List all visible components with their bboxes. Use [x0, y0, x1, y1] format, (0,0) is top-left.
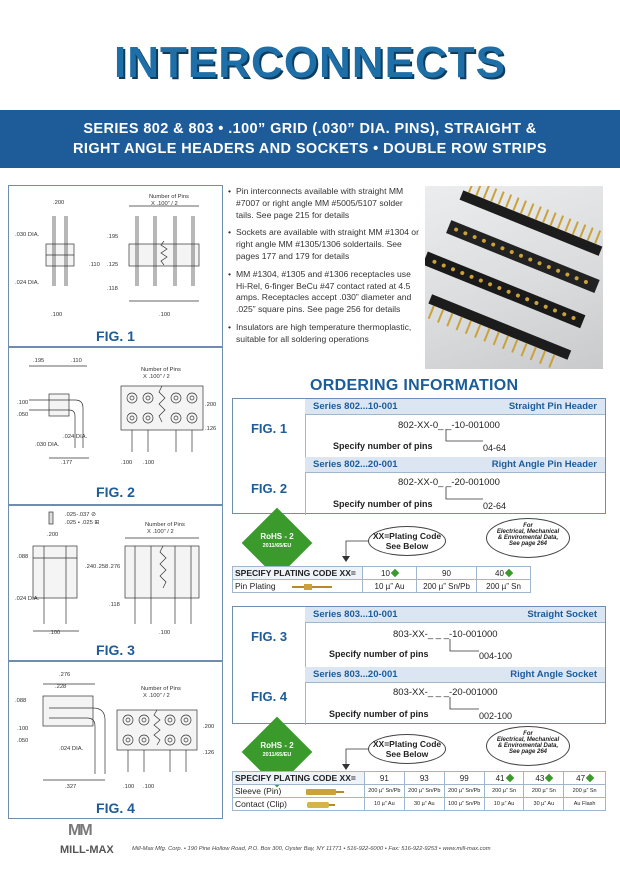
fig4-part-number: 803-XX-_ _ _-20-001000	[393, 687, 498, 698]
fig2-series: Series 802...20-001	[313, 459, 398, 470]
fig1-spec: Specify number of pins	[333, 441, 433, 451]
fig3-dim-118: .118	[109, 602, 120, 608]
fig4-range: 002-100	[479, 711, 513, 721]
env-data-oval-socket	[486, 726, 570, 766]
pin-plating-code	[363, 567, 417, 580]
socket-code	[404, 772, 444, 785]
socket-code	[444, 772, 484, 785]
code-value: 91	[379, 773, 389, 783]
fig2-spec: Specify number of pins	[333, 499, 433, 509]
socket-plating-table-title: SPECIFY PLATING CODE XX=	[233, 772, 365, 785]
code-value: 90	[442, 568, 451, 578]
sleeve-value: 200 µ” Sn	[564, 785, 606, 798]
contact-label: Contact (Clip)	[235, 799, 287, 809]
company-address: Mill-Max Mfg. Corp. • 190 Pine Hollow Road, P.O. Box 300, Oyster Bay, NY 11771 • 516-922-6000 • Fax: 516-922-9253 • www.mill-max.com	[132, 846, 491, 852]
fig4-dim-200: .200	[203, 724, 215, 730]
page-title: INTERCONNECTS	[114, 38, 506, 87]
fig4-pins-note-2: X .100” / 2	[143, 693, 170, 699]
figure-4-drawing	[9, 662, 224, 820]
plating-code-see-below: See Below	[385, 541, 429, 551]
fig2-series-band	[305, 457, 605, 473]
fig2-dim-195: .195	[33, 358, 45, 364]
feature-item: • Insulators are high temperature thermoplastic, suitable for all soldering operations	[228, 322, 420, 346]
rohs-diamond-icon	[505, 569, 513, 577]
fig2-part-number: 802-XX-0_ _-20-001000	[398, 477, 500, 488]
pin-plating-label: Pin Plating	[235, 581, 276, 591]
socket-code	[564, 772, 606, 785]
env-note-line: Electrical, Mechanical	[496, 529, 560, 535]
figure-3-drawing	[9, 506, 224, 662]
socket-code	[364, 772, 404, 785]
rohs-label-socket: RoHS - 2	[260, 741, 294, 750]
socket-code	[484, 772, 524, 785]
fig4-leader-line	[447, 697, 479, 717]
fig4-spec: Specify number of pins	[329, 709, 429, 719]
fig2-dim-024-dia: .024 DIA.	[63, 434, 88, 440]
fig1-pins-note-2: X .100” / 2	[151, 201, 178, 207]
pin-plating-code	[477, 567, 531, 580]
rohs-diamond-icon	[391, 569, 399, 577]
fig3-dim-025-037: .025-.037 ⊘	[65, 512, 96, 518]
series-banner	[0, 110, 620, 168]
fig4-order-label: FIG. 4	[250, 689, 288, 704]
fig2-order-label: FIG. 2	[250, 481, 288, 496]
sleeve-label: Sleeve (Pin)	[235, 786, 282, 796]
rohs-directive-socket: 2011/65/EU	[262, 752, 292, 758]
plating-arrow-socket	[340, 748, 370, 772]
fig2-label: FIG. 2	[96, 484, 135, 500]
sleeve-row	[233, 785, 365, 798]
rohs-diamond-icon	[505, 774, 513, 782]
fig4-dim-228: .228	[55, 684, 67, 690]
feature-item: • Pin interconnects available with straight MM #7007 or right angle MM #5005/5107 solder tails. See page 215 for details	[228, 186, 420, 221]
socket-code	[524, 772, 564, 785]
header-ordering-box	[232, 398, 606, 514]
fig1-part-number: 802-XX-0_ _-10-001000	[398, 420, 500, 431]
feature-item: • Sockets are available with straight MM #1304 or right angle MM #1305/1306 soldertails. See pages 177 and 179 for details	[228, 227, 420, 262]
env-note-line: & Enviromental Data,	[497, 535, 559, 541]
fig4-series-band	[305, 667, 605, 683]
title-band	[0, 0, 620, 110]
fig1-dim-024-dia: .024 DIA.	[15, 280, 40, 286]
env-note-line: For	[523, 731, 533, 737]
contact-value: 10 µ” Au	[484, 798, 524, 811]
figure-3-panel	[8, 505, 223, 661]
plating-code-oval-header	[368, 526, 446, 556]
code-value: 47	[576, 773, 586, 783]
contact-value: 100 µ” Sn/Pb	[444, 798, 484, 811]
fig4-dim-100-a: .100	[123, 784, 135, 790]
fig2-dim-126: .126	[205, 426, 217, 432]
pin-plating-value: 10 µ” Au	[363, 580, 417, 593]
pin-plating-value: 200 µ” Sn/Pb	[417, 580, 477, 593]
fig3-dim-200: .200	[47, 532, 59, 538]
fig2-pins-note-2: X .100” / 2	[143, 374, 170, 380]
socket-plating-table	[232, 771, 606, 811]
fig3-pins-note-1: Number of Pins	[145, 522, 185, 528]
fig1-dim-110: .110	[89, 262, 100, 268]
contact-value: 10 µ” Au	[364, 798, 404, 811]
env-note-line: See page 264	[508, 749, 548, 755]
pin-plating-code	[417, 567, 477, 580]
fig1-dim-200: .200	[53, 200, 65, 206]
fig1-dim-030-dia: .030 DIA.	[15, 232, 40, 238]
fig4-dim-088: .088	[15, 698, 27, 704]
pin-plating-row	[233, 580, 363, 593]
fig1-dim-125: .125	[107, 262, 119, 268]
fig2-dim-030-dia: .030 DIA.	[35, 442, 60, 448]
contact-value: 30 µ” Au	[404, 798, 444, 811]
code-value: 99	[459, 773, 469, 783]
code-value: 41	[495, 773, 505, 783]
fig3-dim-100-a: .100	[49, 630, 61, 636]
plating-arrow-header	[340, 540, 370, 564]
sleeve-value: 200 µ” Sn/Pb	[364, 785, 404, 798]
env-note-line: See page 264	[508, 541, 548, 547]
fig3-dim-240: .240	[85, 564, 97, 570]
fig2-leader-line	[443, 487, 483, 509]
rohs-directive-header: 2011/65/EU	[262, 543, 292, 549]
fig3-leader-line	[447, 639, 479, 659]
fig2-type: Right Angle Pin Header	[491, 459, 597, 470]
plating-code-note: XX=Plating Code	[372, 739, 442, 749]
fig1-type: Straight Pin Header	[508, 401, 597, 412]
fig1-pins-note-1: Number of Pins	[149, 194, 189, 200]
sleeve-icon	[304, 788, 344, 796]
fig3-pins-note-2: X .100” / 2	[147, 529, 174, 535]
product-photo	[425, 186, 603, 369]
pin-plating-value: 200 µ” Sn	[477, 580, 531, 593]
figure-4-panel	[8, 661, 223, 819]
fig3-label: FIG. 3	[96, 642, 135, 658]
rohs-diamond-icon	[545, 774, 553, 782]
sleeve-value: 200 µ” Sn/Pb	[444, 785, 484, 798]
fig3-dim-100-b: .100	[159, 630, 171, 636]
fig3-dim-276: .276	[109, 564, 121, 570]
fig4-series: Series 803...20-001	[313, 669, 398, 680]
fig2-dim-110: .110	[71, 358, 82, 364]
figure-2-drawing	[9, 348, 224, 506]
product-photo-illustration	[425, 186, 603, 369]
company-logo-mark: MM	[68, 822, 91, 839]
sleeve-value: 200 µ” Sn	[524, 785, 564, 798]
fig3-dim-025-025: .025 • .025 ⊞	[65, 520, 100, 526]
code-value: 10	[381, 568, 390, 578]
env-note-line: & Enviromental Data,	[497, 743, 559, 749]
code-value: 93	[419, 773, 429, 783]
fig3-dim-024-dia: .024 DIA.	[15, 596, 40, 602]
fig2-dim-050: .050	[17, 412, 29, 418]
fig3-dim-088: .088	[17, 554, 29, 560]
fig4-dim-050: .050	[17, 738, 29, 744]
fig2-dim-100: .100	[17, 400, 29, 406]
fig1-series-band	[305, 399, 605, 415]
plating-code-oval-socket	[368, 734, 446, 764]
company-logo: MILL-MAX	[60, 844, 114, 856]
fig2-dim-177: .177	[61, 460, 73, 466]
sleeve-value: 200 µ” Sn	[484, 785, 524, 798]
pin-plating-table	[232, 566, 606, 593]
table-spacer	[531, 580, 606, 593]
fig4-pins-note-1: Number of Pins	[141, 686, 181, 692]
table-spacer	[531, 567, 606, 580]
fig3-series: Series 803...10-001	[313, 609, 398, 620]
feature-item: • MM #1304, #1305 and #1306 receptacles use Hi-Rel, 6-finger BeCu #47 contact rated at 4.5 amps. Receptacles accept .030” diameter and .025” square pins. See page 256 for details	[228, 269, 420, 316]
fig1-dim-118: .118	[107, 286, 118, 292]
fig3-part-number: 803-XX-_ _ _-10-001000	[393, 629, 498, 640]
series-banner-line-2: RIGHT ANGLE HEADERS AND SOCKETS • DOUBLE ROW STRIPS	[73, 141, 547, 157]
code-value: 43	[535, 773, 545, 783]
fig3-order-label: FIG. 3	[250, 629, 288, 644]
feature-list	[228, 186, 420, 352]
fig4-type: Right Angle Socket	[510, 669, 597, 680]
fig3-dim-258: .258	[97, 564, 109, 570]
contact-value: Au Flash	[564, 798, 606, 811]
env-note-line: For	[523, 523, 533, 529]
fig2-dim-100-b: .100	[143, 460, 155, 466]
env-note-line: Electrical, Mechanical	[496, 737, 560, 743]
fig3-range: 004-100	[479, 651, 513, 661]
fig1-dim-100-a: .100	[51, 312, 63, 318]
fig2-pins-note-1: Number of Pins	[141, 367, 181, 373]
ordering-title: ORDERING INFORMATION	[310, 377, 519, 394]
fig4-dim-276: .276	[59, 672, 71, 678]
sleeve-value: 200 µ” Sn/Pb	[404, 785, 444, 798]
figure-1-panel	[8, 185, 223, 347]
fig4-dim-126: .126	[203, 750, 215, 756]
fig1-range: 04-64	[483, 443, 507, 453]
rohs-diamond-icon	[586, 774, 594, 782]
pin-icon	[292, 583, 332, 591]
fig1-order-label: FIG. 1	[250, 421, 288, 436]
footer	[60, 822, 605, 860]
fig1-dim-195: .195	[107, 234, 119, 240]
fig1-series: Series 802...10-001	[313, 401, 398, 412]
clip-icon	[305, 801, 335, 809]
code-value: 40	[495, 568, 504, 578]
rohs-label-header: RoHS - 2	[260, 532, 294, 541]
fig4-label: FIG. 4	[96, 800, 135, 816]
contact-value: 30 µ” Au	[524, 798, 564, 811]
fig3-type: Straight Socket	[527, 609, 597, 620]
fig2-dim-200: .200	[205, 402, 217, 408]
plating-code-note: XX=Plating Code	[372, 531, 442, 541]
figure-2-panel	[8, 347, 223, 505]
fig1-label: FIG. 1	[96, 328, 135, 344]
fig3-spec: Specify number of pins	[329, 649, 429, 659]
fig4-dim-327: .327	[65, 784, 77, 790]
fig4-dim-100-b: .100	[143, 784, 155, 790]
pin-plating-table-title: SPECIFY PLATING CODE XX=	[233, 567, 363, 580]
fig3-series-band	[305, 607, 605, 623]
series-banner-line-1: SERIES 802 & 803 • .100” GRID (.030” DIA. PINS), STRAIGHT &	[83, 121, 537, 137]
fig1-leader-line	[443, 429, 483, 451]
fig1-dim-100-b: .100	[159, 312, 171, 318]
fig2-dim-100-a: .100	[121, 460, 133, 466]
env-data-oval-header	[486, 518, 570, 558]
socket-ordering-box	[232, 606, 606, 724]
plating-code-see-below: See Below	[385, 749, 429, 759]
contact-row	[233, 798, 365, 811]
fig4-dim-100: .100	[17, 726, 29, 732]
fig4-dim-024-dia: .024 DIA.	[59, 746, 84, 752]
fig2-range: 02-64	[483, 501, 507, 511]
